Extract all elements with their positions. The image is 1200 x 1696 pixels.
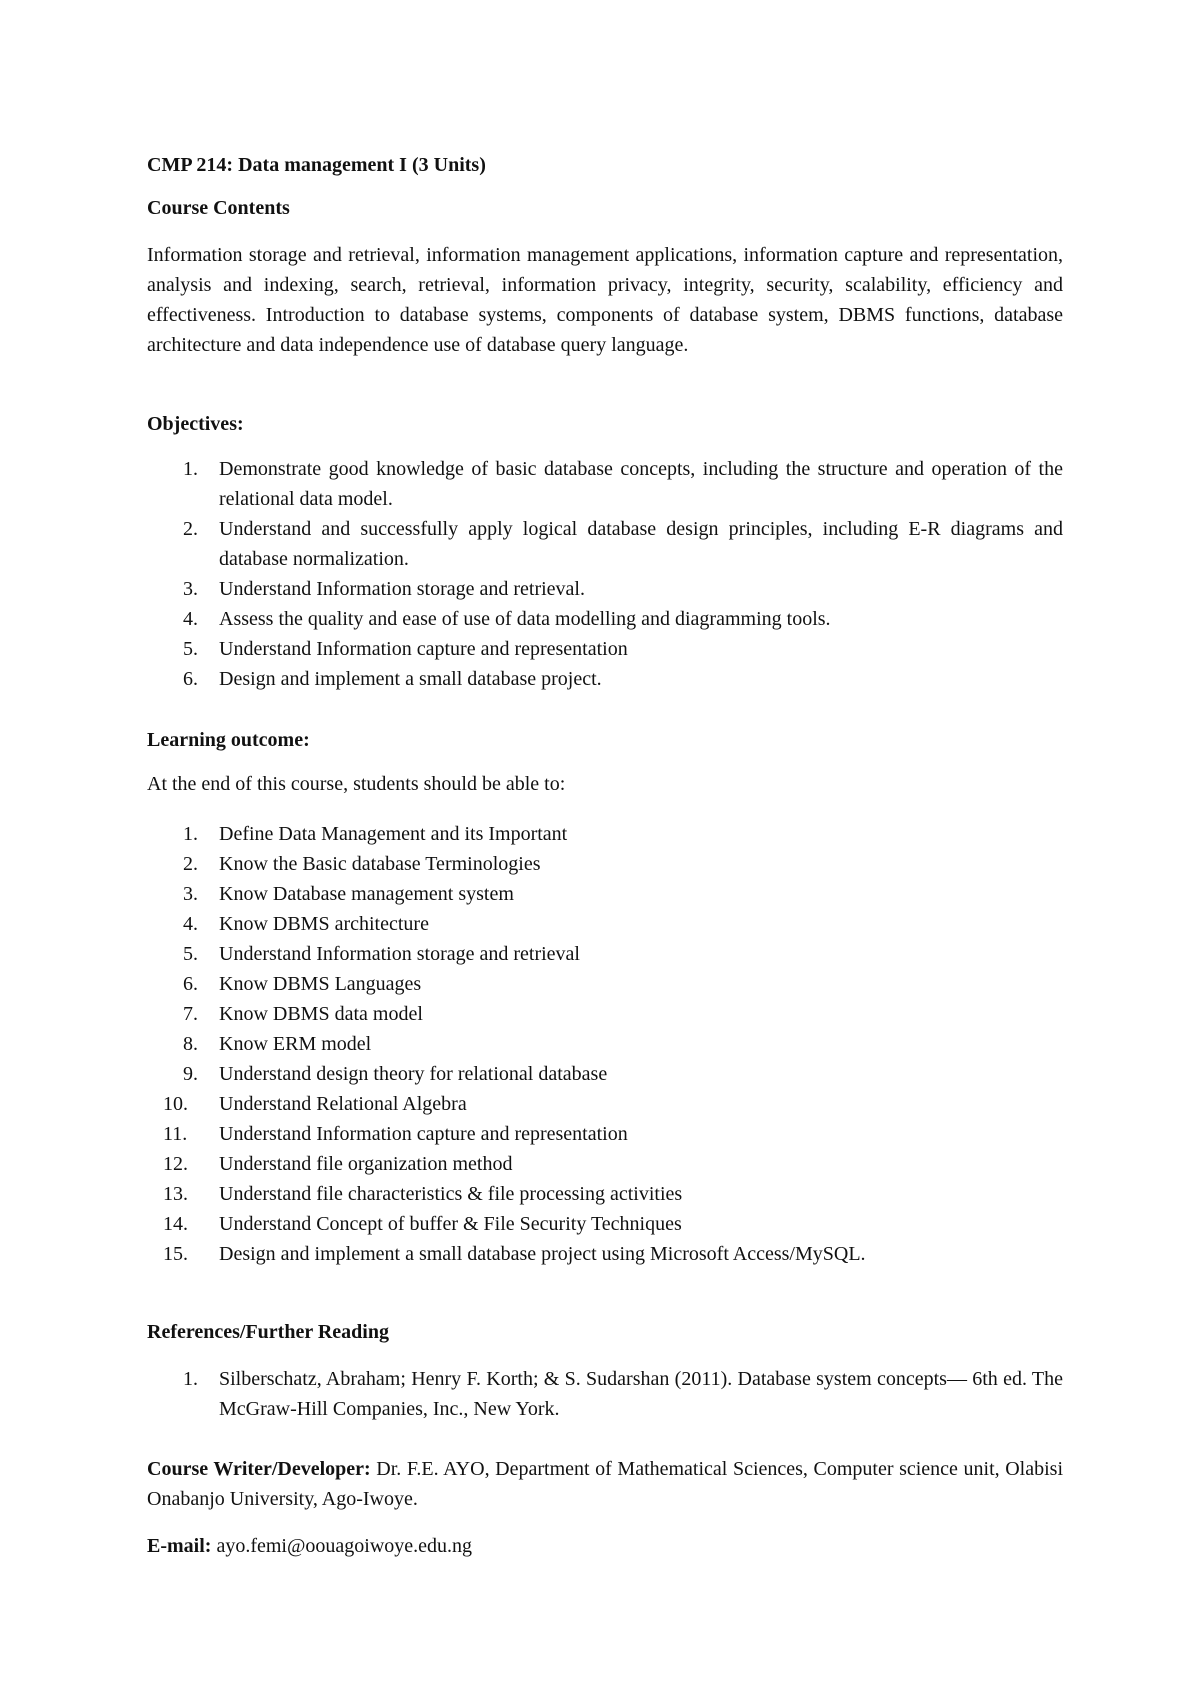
list-item-text: Know DBMS Languages <box>219 973 422 995</box>
list-item <box>147 1364 1063 1424</box>
course-writer-label: Course Writer/Developer: <box>147 1458 371 1480</box>
list-item-text: Silberschatz, Abraham; Henry F. Korth; & S. Sudarshan (2011). Database system concepts— 6th ed. The McGraw-Hill Companies, Inc., New York. <box>219 1368 1063 1420</box>
list-item-text: Understand file characteristics & file processing activities <box>219 1183 683 1205</box>
list-number: 2. <box>183 853 198 875</box>
list-item <box>147 1209 1063 1239</box>
email-value[interactable]: ayo.femi@oouagoiwoye.edu.ng <box>211 1535 473 1557</box>
list-item-text: Know ERM model <box>219 1033 372 1055</box>
list-item <box>147 1179 1063 1209</box>
list-number: 1. <box>183 1368 198 1390</box>
learning-outcome-intro: At the end of this course, students should be able to: <box>147 773 566 795</box>
list-item-text: Know DBMS architecture <box>219 913 429 935</box>
list-number: 6. <box>183 973 198 995</box>
list-item <box>147 454 1063 514</box>
list-item <box>147 514 1063 574</box>
list-item <box>147 1059 1063 1089</box>
list-item <box>147 909 1063 939</box>
list-number: 11. <box>163 1123 188 1145</box>
list-item-text: Understand Information capture and representation <box>219 1123 628 1145</box>
list-item-text: Assess the quality and ease of use of data modelling and diagramming tools. <box>219 608 831 630</box>
list-number: 4. <box>183 913 198 935</box>
list-item <box>147 664 1063 694</box>
list-number: 3. <box>183 578 198 600</box>
list-item-text: Design and implement a small database project. <box>219 668 602 690</box>
list-number: 1. <box>183 823 198 845</box>
learning-outcome-list <box>147 819 1063 1269</box>
list-number: 3. <box>183 883 198 905</box>
list-item-text: Understand and successfully apply logical database design principles, including E-R diagrams and database normalization. <box>219 518 1063 570</box>
list-item-text: Know the Basic database Terminologies <box>219 853 541 875</box>
list-item-text: Understand Information capture and representation <box>219 638 628 660</box>
list-item <box>147 969 1063 999</box>
list-item-text: Understand Concept of buffer & File Security Techniques <box>219 1213 682 1235</box>
list-item <box>147 939 1063 969</box>
list-number: 10. <box>163 1093 188 1115</box>
list-number: 15. <box>163 1243 188 1265</box>
list-item-text: Understand file organization method <box>219 1153 513 1175</box>
course-title: CMP 214: Data management I (3 Units) <box>147 154 486 176</box>
list-item <box>147 604 1063 634</box>
list-item-text: Define Data Management and its Important <box>219 823 568 845</box>
email-line <box>147 1531 1063 1561</box>
course-contents-text: Information storage and retrieval, information management applications, information capture and representation, analysis and indexing, search, retrieval, information privacy, integrity, security, scalability, efficiency and effectiveness. Introduction to database systems, components of database system, DBMS functions, database architecture and data independence use of database query language. <box>147 244 1063 356</box>
list-item-text: Understand Information storage and retrieval. <box>219 578 585 600</box>
list-number: 6. <box>183 668 198 690</box>
list-item <box>147 1029 1063 1059</box>
list-item <box>147 1239 1063 1269</box>
list-item-text: Design and implement a small database project using Microsoft Access/MySQL. <box>219 1243 866 1265</box>
list-number: 8. <box>183 1033 198 1055</box>
list-item <box>147 634 1063 664</box>
course-contents-heading: Course Contents <box>147 197 290 219</box>
list-item <box>147 1149 1063 1179</box>
course-writer-text: Dr. F.E. AYO, Department of Mathematical Sciences, Computer science unit, Olabisi Onabanjo University, Ago-Iwoye. <box>147 1458 1063 1510</box>
list-item <box>147 819 1063 849</box>
list-number: 14. <box>163 1213 188 1235</box>
list-number: 12. <box>163 1153 188 1175</box>
list-item-text: Understand Information storage and retrieval <box>219 943 580 965</box>
references-list <box>147 1364 1063 1424</box>
list-item <box>147 1089 1063 1119</box>
course-writer <box>147 1454 1063 1514</box>
references-heading: References/Further Reading <box>147 1321 389 1343</box>
learning-outcome-heading: Learning outcome: <box>147 729 310 751</box>
list-number: 2. <box>183 518 198 540</box>
list-number: 5. <box>183 943 198 965</box>
list-number: 13. <box>163 1183 188 1205</box>
list-item <box>147 999 1063 1029</box>
list-number: 9. <box>183 1063 198 1085</box>
list-number: 5. <box>183 638 198 660</box>
list-number: 7. <box>183 1003 198 1025</box>
objectives-list <box>147 454 1063 694</box>
email-label: E-mail: <box>147 1535 212 1557</box>
list-item-text: Know Database management system <box>219 883 514 905</box>
objectives-heading: Objectives: <box>147 413 244 435</box>
list-item-text: Understand Relational Algebra <box>219 1093 467 1115</box>
list-item <box>147 879 1063 909</box>
list-item-text: Demonstrate good knowledge of basic database concepts, including the structure and operation of the relational data model. <box>219 458 1063 510</box>
list-number: 4. <box>183 608 198 630</box>
list-item-text: Know DBMS data model <box>219 1003 423 1025</box>
list-item <box>147 1119 1063 1149</box>
list-item-text: Understand design theory for relational database <box>219 1063 608 1085</box>
list-number: 1. <box>183 458 198 480</box>
list-item <box>147 849 1063 879</box>
list-item <box>147 574 1063 604</box>
